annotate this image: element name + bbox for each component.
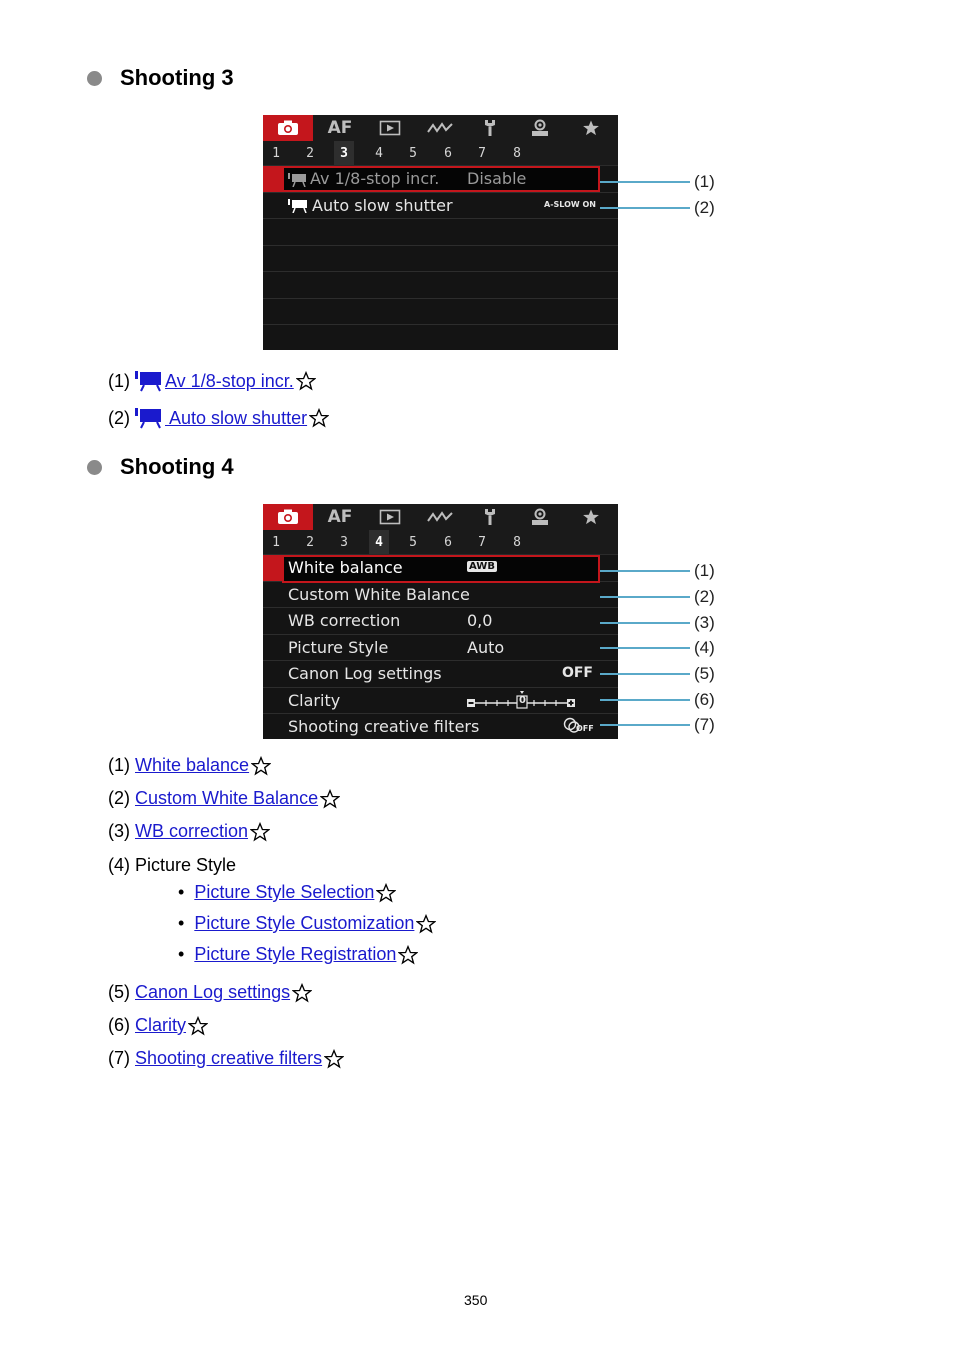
callout-line — [600, 622, 690, 624]
star-icon — [416, 914, 436, 934]
sub-list-item — [178, 944, 418, 965]
menu-row-av-stop[interactable] — [263, 166, 618, 193]
menu-row-empty — [263, 246, 618, 273]
section-title-shooting-4: Shooting 4 — [120, 454, 234, 479]
menu-row-picture-style[interactable] — [263, 635, 618, 662]
menu-row-value: Auto — [467, 637, 505, 657]
page-number-7[interactable]: 7 — [478, 534, 486, 550]
menu-row-empty — [263, 219, 618, 246]
bullet: • — [178, 944, 185, 964]
af-tab-label: AF — [327, 507, 353, 527]
page-number: 350 — [464, 1292, 488, 1308]
camera-tab-icon[interactable] — [263, 115, 313, 141]
menu-page-numbers — [263, 530, 618, 555]
item-prefix: (2) — [108, 407, 130, 428]
callout-label: (3) — [694, 613, 715, 632]
section-bullet — [87, 71, 102, 86]
wrench-tab-icon[interactable] — [465, 115, 515, 141]
link-canon-log-settings[interactable]: Canon Log settings — [135, 982, 291, 1002]
page-number-3[interactable]: 3 — [340, 534, 348, 550]
star-icon — [324, 1049, 344, 1069]
page-number-3[interactable]: 3 — [334, 141, 354, 165]
page-number-4[interactable]: 4 — [375, 145, 383, 161]
page-number-1[interactable]: 1 — [272, 145, 280, 161]
camera-menu-screen-shooting-3 — [263, 115, 618, 350]
menu-row-label: White balance — [288, 558, 403, 577]
awb-icon: AWB — [469, 561, 495, 572]
menu-row-label: Custom White Balance — [288, 584, 470, 604]
list-item — [108, 821, 270, 842]
star-icon — [320, 789, 340, 809]
camera-tab-icon[interactable] — [263, 504, 313, 530]
page-number-6[interactable]: 6 — [444, 534, 452, 550]
list-item — [108, 788, 340, 809]
link-wb-correction[interactable]: WB correction — [135, 821, 249, 841]
link-clarity[interactable]: Clarity — [135, 1015, 187, 1035]
link-picture-style-selection[interactable]: Picture Style Selection — [194, 882, 375, 902]
callout-line — [600, 673, 690, 675]
page-number-5[interactable]: 5 — [409, 534, 417, 550]
callout-label: (6) — [694, 690, 715, 709]
star-icon — [398, 945, 418, 965]
page-number-2[interactable]: 2 — [306, 534, 314, 550]
custom-tab-icon[interactable] — [415, 504, 465, 530]
af-tab[interactable] — [315, 504, 365, 530]
menu-row-label: Shooting creative filters — [288, 717, 480, 736]
link-white-balance[interactable]: White balance — [135, 755, 250, 775]
page-number-6[interactable]: 6 — [444, 145, 452, 161]
playback-tab-icon[interactable] — [365, 115, 415, 141]
page-number-8[interactable]: 8 — [513, 534, 521, 550]
callout-label: (4) — [694, 638, 715, 657]
page-number-4[interactable]: 4 — [369, 530, 389, 554]
sub-list-item — [178, 913, 436, 934]
bullet: • — [178, 882, 185, 902]
menu-row-label: Clarity — [288, 690, 341, 710]
item-prefix: (1) — [108, 370, 130, 391]
page-number-8[interactable]: 8 — [513, 145, 521, 161]
section-bullet — [87, 460, 102, 475]
callout-label: (2) — [694, 587, 715, 606]
star-icon — [250, 822, 270, 842]
callout-line — [600, 724, 690, 726]
menu-row-value: Disable — [467, 169, 527, 188]
item-prefix: (3) — [108, 821, 130, 841]
menu-row-shooting-creative-filters[interactable] — [263, 714, 618, 739]
star-icon — [251, 756, 271, 776]
link-picture-style-customization[interactable]: Picture Style Customization — [194, 913, 415, 933]
menu-row-value: 0,0 — [467, 611, 493, 630]
menu-row-auto-slow-shutter[interactable] — [263, 193, 618, 220]
callout-label: (1) — [694, 172, 715, 191]
callout-line — [600, 570, 690, 572]
wrench-tab-icon[interactable] — [465, 504, 515, 530]
callout-line — [600, 596, 690, 598]
callout-label: (5) — [694, 664, 715, 683]
callout-line — [600, 207, 690, 209]
menu-row-label: Auto slow shutter — [288, 196, 453, 215]
link-custom-white-balance[interactable]: Custom White Balance — [135, 788, 319, 808]
network-tab-icon[interactable] — [515, 504, 565, 530]
section-title-shooting-3: Shooting 3 — [120, 65, 234, 90]
list-item — [108, 370, 316, 392]
playback-tab-icon[interactable] — [365, 504, 415, 530]
item-prefix: (6) — [108, 1015, 130, 1035]
list-item — [108, 407, 329, 429]
movie-icon — [135, 370, 163, 392]
list-item — [108, 1015, 208, 1036]
menu-row-canon-log[interactable] — [263, 661, 618, 688]
sub-list-item — [178, 882, 396, 903]
my-menu-star-icon[interactable] — [566, 504, 616, 530]
page-number-2[interactable]: 2 — [306, 145, 314, 161]
menu-row-custom-white-balance[interactable] — [263, 582, 618, 609]
menu-row-empty — [263, 299, 618, 326]
star-icon — [292, 983, 312, 1003]
callout-label: (2) — [694, 198, 715, 217]
list-item — [108, 855, 236, 876]
menu-row-white-balance[interactable] — [263, 555, 618, 582]
link-shooting-creative-filters[interactable]: Shooting creative filters — [135, 1048, 323, 1068]
menu-tab-bar — [263, 115, 618, 141]
callout-line — [600, 181, 690, 183]
menu-page-numbers — [263, 141, 618, 166]
link-picture-style-registration[interactable]: Picture Style Registration — [194, 944, 397, 964]
menu-row-label: Canon Log settings — [288, 664, 442, 683]
star-icon — [309, 408, 329, 428]
menu-row-label: Picture Style — [288, 637, 389, 657]
callout-line — [600, 699, 690, 701]
my-menu-star-icon[interactable] — [566, 115, 616, 141]
item-prefix: (2) — [108, 788, 130, 808]
page-number-1[interactable]: 1 — [272, 534, 280, 550]
movie-icon — [135, 407, 163, 429]
item-prefix: (7) — [108, 1048, 130, 1068]
page-number-7[interactable]: 7 — [478, 145, 486, 161]
menu-row-label: Av 1/8-stop incr. — [288, 169, 439, 188]
page-number-5[interactable]: 5 — [409, 145, 417, 161]
menu-row-clarity[interactable] — [263, 688, 618, 715]
a-slow-on-icon: A-SLOW ON — [544, 199, 596, 209]
item-prefix: (1) — [108, 755, 130, 775]
custom-tab-icon[interactable] — [415, 115, 465, 141]
menu-tab-bar — [263, 504, 618, 530]
item-prefix: (4) — [108, 855, 130, 875]
af-tab[interactable] — [315, 115, 365, 141]
creative-filter-off-label: OFF — [576, 724, 594, 733]
link-auto-slow-shutter[interactable]: Auto slow shutter — [165, 407, 308, 428]
menu-row-empty — [263, 272, 618, 299]
list-item — [108, 982, 312, 1003]
callout-label: (1) — [694, 561, 715, 580]
menu-row-value: OFF — [561, 665, 593, 681]
af-tab-label: AF — [327, 118, 353, 138]
list-item — [108, 1048, 344, 1069]
callout-label: (7) — [694, 715, 715, 734]
bullet: • — [178, 913, 185, 933]
star-icon — [188, 1016, 208, 1036]
menu-row-label: WB correction — [288, 611, 401, 630]
link-av-stop-incr[interactable]: Av 1/8-stop incr. — [165, 370, 294, 391]
clarity-value: 0 — [519, 694, 526, 706]
list-item — [108, 755, 271, 776]
menu-row-wb-correction[interactable] — [263, 608, 618, 635]
item-prefix: (5) — [108, 982, 130, 1002]
star-icon — [296, 371, 316, 391]
callout-line — [600, 647, 690, 649]
camera-menu-screen-shooting-4 — [263, 504, 618, 739]
picture-style-heading: Picture Style — [135, 855, 237, 875]
network-tab-icon[interactable] — [515, 115, 565, 141]
star-icon — [376, 883, 396, 903]
